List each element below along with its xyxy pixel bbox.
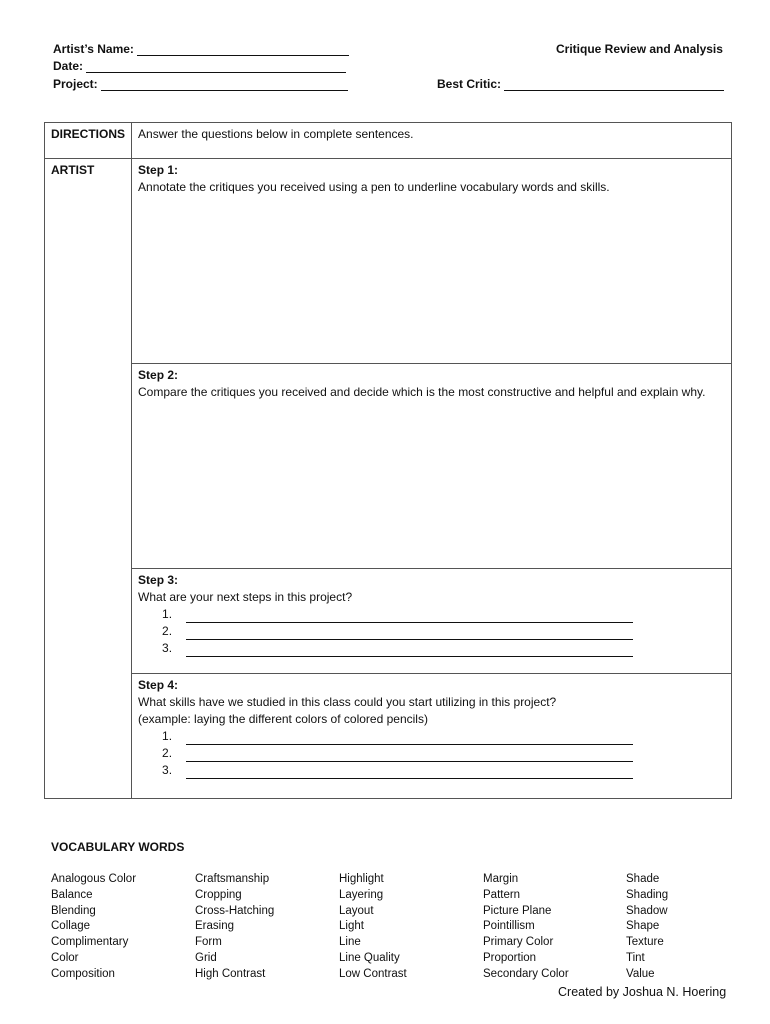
step-3-cell [132,569,732,674]
list-number: 3. [162,641,173,655]
vocab-word: Erasing [195,920,234,933]
answer-blank[interactable] [186,611,633,623]
vocab-word: Margin [483,873,519,885]
step-2-row [45,364,732,569]
list-number: 2. [162,746,173,760]
step-4-text: What skills have we studied in this class could you start utilizing in this project? [138,695,557,709]
answer-blank[interactable] [186,767,633,779]
best-critic-blank[interactable] [504,79,724,91]
answer-blank[interactable] [186,628,633,640]
vocab-word: High Contrast [195,967,266,980]
vocabulary-column-3 [339,872,407,983]
step-1-row [45,159,732,364]
step-3-title: Step 3: [138,573,179,587]
list-item [162,623,725,640]
list-number: 1. [162,729,173,743]
list-number: 1. [162,607,173,621]
vocabulary-column-5 [626,872,668,983]
step-4-note: (example: laying the different colors of colored pencils) [138,712,428,726]
project-blank[interactable] [101,79,348,91]
list-number: 2. [162,624,173,638]
vocab-word: Primary Color [483,936,554,949]
vocab-word: Craftsmanship [195,873,270,885]
vocabulary-column-4 [483,872,569,983]
vocab-word: Color [51,951,79,964]
artist-label: ARTIST [45,159,132,799]
step-4-cell [132,674,732,799]
step-4-title: Step 4: [138,678,179,692]
vocabulary-column-1 [51,872,136,983]
vocab-word: Grid [195,951,217,964]
best-critic-field [437,77,724,91]
vocab-word: Cross-Hatching [195,904,275,917]
date-label: Date: [53,59,84,73]
vocab-word: Layout [339,904,374,917]
critique-table [44,122,732,799]
vocab-word: Collage [51,920,90,933]
step-3-row [45,569,732,674]
directions-text: Answer the questions below in complete sentences. [132,123,732,159]
vocab-word: Shade [626,873,660,885]
document-title [556,42,723,56]
project-label: Project: [53,77,98,91]
vocab-word: Shading [626,888,669,901]
step-4-row [45,674,732,799]
step-2-cell[interactable] [132,364,732,569]
vocab-word: Picture Plane [483,904,552,917]
step-4-list [138,728,725,779]
best-critic-label: Best Critic: [437,77,502,91]
vocab-word: Cropping [195,888,242,901]
step-1-title: Step 1: [138,163,179,177]
directions-row [45,123,732,159]
vocab-word: Line Quality [339,951,400,964]
project-field [53,77,348,91]
list-item [162,745,725,762]
step-2-text: Compare the critiques you received and decide which is the most constructive and helpful and explain why. [138,385,706,399]
vocab-word: Light [339,920,364,933]
vocab-word: Composition [51,967,115,980]
answer-blank[interactable] [186,645,633,657]
list-item [162,762,725,779]
author-credit: Created by Joshua N. Hoering [558,985,727,999]
vocab-word: Line [339,936,361,949]
date-field [53,59,346,73]
step-3-text: What are your next steps in this project? [138,590,353,604]
list-item [162,640,725,657]
vocab-word: Pointillism [483,920,535,933]
vocab-word: Proportion [483,951,537,964]
artist-name-blank[interactable] [137,44,349,56]
list-number: 3. [162,763,173,777]
step-2-title: Step 2: [138,368,179,382]
vocab-word: Shadow [626,904,668,917]
step-1-text: Annotate the critiques you received using a pen to underline vocabulary words and skills. [138,180,610,194]
directions-label: DIRECTIONS [45,123,132,159]
list-item [162,606,725,623]
answer-blank[interactable] [186,733,633,745]
vocab-word: Blending [51,904,96,917]
vocab-word: Form [195,936,222,949]
vocab-word: Secondary Color [483,967,569,980]
step-3-list [138,606,725,657]
vocab-word: Low Contrast [339,967,407,980]
vocab-word: Value [626,967,655,980]
list-item [162,728,725,745]
document-title-text: Critique Review and Analysis [556,42,723,56]
step-1-cell[interactable] [132,159,732,364]
artist-name-label: Artist’s Name: [53,42,134,56]
vocab-word: Complimentary [51,936,129,949]
vocab-word: Layering [339,888,384,901]
vocab-word: Highlight [339,873,384,885]
vocab-word: Balance [51,888,93,901]
artist-name-field [53,42,349,56]
vocab-word: Tint [626,951,645,964]
vocabulary-title: VOCABULARY WORDS [51,840,185,854]
date-blank[interactable] [86,61,346,73]
vocab-word: Pattern [483,888,521,901]
vocab-word: Shape [626,920,660,933]
vocab-word: Analogous Color [51,873,137,885]
vocabulary-column-2 [195,872,274,983]
vocab-word: Texture [626,936,664,949]
answer-blank[interactable] [186,750,633,762]
